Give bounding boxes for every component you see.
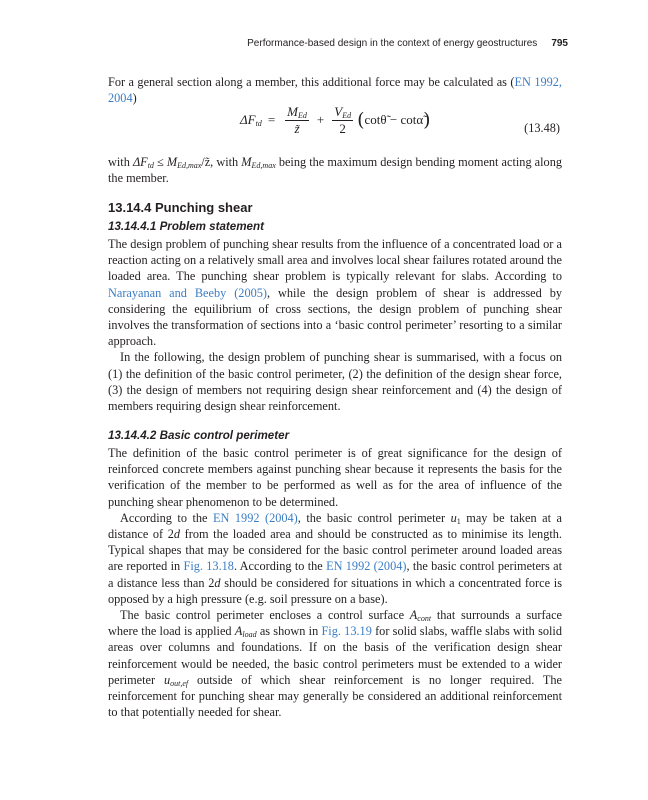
paragraph-4: According to the EN 1992 (2004), the basic control perimeter $u_1$ may be taken at a distance of 2d from the loaded area and should be constructed as to minimise its length. Typical shapes that may be considered for the basic control perimeter around loaded areas are reported in Fig. 13.18. According to the EN 1992 (2004), the basic control perimeters at a distance less than 2d should be considered for situations in which a concentrated force is opposed by a high pressure (e.g. soil pressure on a base). xyxy=(108,510,562,606)
citation-link[interactable]: Narayanan and Beeby (2005) xyxy=(108,285,267,300)
paragraph-5: The basic control perimeter encloses a control surface $A_{cont}$ that surrounds a surface where the load is applied $A_{load}$ as shown in Fig. 13.19 for solid slabs, waffle slabs with solid areas over columns and foundations. If on the basis of the verification design shear reinforcement would be needed, the basic control perimeters must be extended to a wider perimeter $u_{out,ef}$ outside of which shear reinforcement is no longer required. The reinforcement for punching shear may generally be considered an additional reinforcement to that potentially needed for shear. xyxy=(108,608,562,720)
running-header xyxy=(0,38,568,49)
page-number: 795 xyxy=(551,38,568,49)
eq-plus: + xyxy=(316,112,325,127)
eq-paren-content: cotθ̃ − cotα̃ xyxy=(364,112,424,127)
perimeter-text xyxy=(108,445,562,720)
intro-text: For a general section along a member, this additional force may be calculated as ( xyxy=(108,75,515,89)
figure-link[interactable]: Fig. 13.18 xyxy=(183,559,234,574)
equation-13-48 xyxy=(240,104,431,136)
figure-link[interactable]: Fig. 13.19 xyxy=(321,624,372,639)
section-heading: 13.14.4 Punching shear xyxy=(108,200,253,215)
citation-link[interactable]: EN 1992 (2004) xyxy=(213,510,298,525)
problem-statement-text xyxy=(108,236,562,414)
running-title: Performance-based design in the context of energy geostructures xyxy=(247,38,538,49)
eq-paren-close: ) xyxy=(423,109,431,131)
citation-link[interactable]: EN 1992, 2004 xyxy=(108,75,562,106)
eq-paren-open: ( xyxy=(357,109,365,131)
eq-fraction-1: $\frac{M_{Ed}}{z̃}$ xyxy=(287,104,307,136)
intro-paragraph xyxy=(108,74,562,106)
eq-equals: = xyxy=(267,112,276,127)
after-equation-paragraph: with $\Delta F_{td}$ ≤ $M_{Ed,max}/z̃$, with $M_{Ed,max}$ being the maximum design bending moment acting along the member. xyxy=(108,155,562,186)
paragraph-3: The definition of the basic control perimeter is of great significance for the design of reinforced concrete members against punching shear because it represents the basis for the verification of the member to be performed as well as for the area of influence of the punching shear phenomenon to be determined. xyxy=(108,446,562,509)
subsection-heading-perimeter: 13.14.4.2 Basic control perimeter xyxy=(108,429,290,442)
subsection-heading-problem: 13.14.4.1 Problem statement xyxy=(108,220,264,233)
equation-number: (13.48) xyxy=(524,121,560,135)
eq-fraction-2: $\frac{V_{Ed}}{2}$ xyxy=(334,104,352,136)
intro-text-end: ) xyxy=(132,91,137,106)
citation-link[interactable]: EN 1992 (2004) xyxy=(326,559,407,574)
paragraph-1: The design problem of punching shear results from the influence of a concentrated load or a reaction acting on a relatively small area and involves local shear failures rotated around the loaded area. The punching shear problem is typically relevant for slabs. According to Narayanan and Beeby (2005), while the design problem of shear is addressed by considering the equilibrium of cross sections, the design problem of punching shear involves the transformation of sections into a ‘basic control perimeter’ resorting to a similar approach. xyxy=(108,237,562,349)
eq-lhs: $\Delta F_{td}$ xyxy=(240,112,262,128)
paragraph-2: In the following, the design problem of punching shear is summarised, with a focus on (1) the definition of the basic control perimeter, (2) the definition of the design shear force, (3) the design of members not requiring design shear reinforcement and (4) the design of members requiring design shear reinforcement. xyxy=(108,350,562,414)
